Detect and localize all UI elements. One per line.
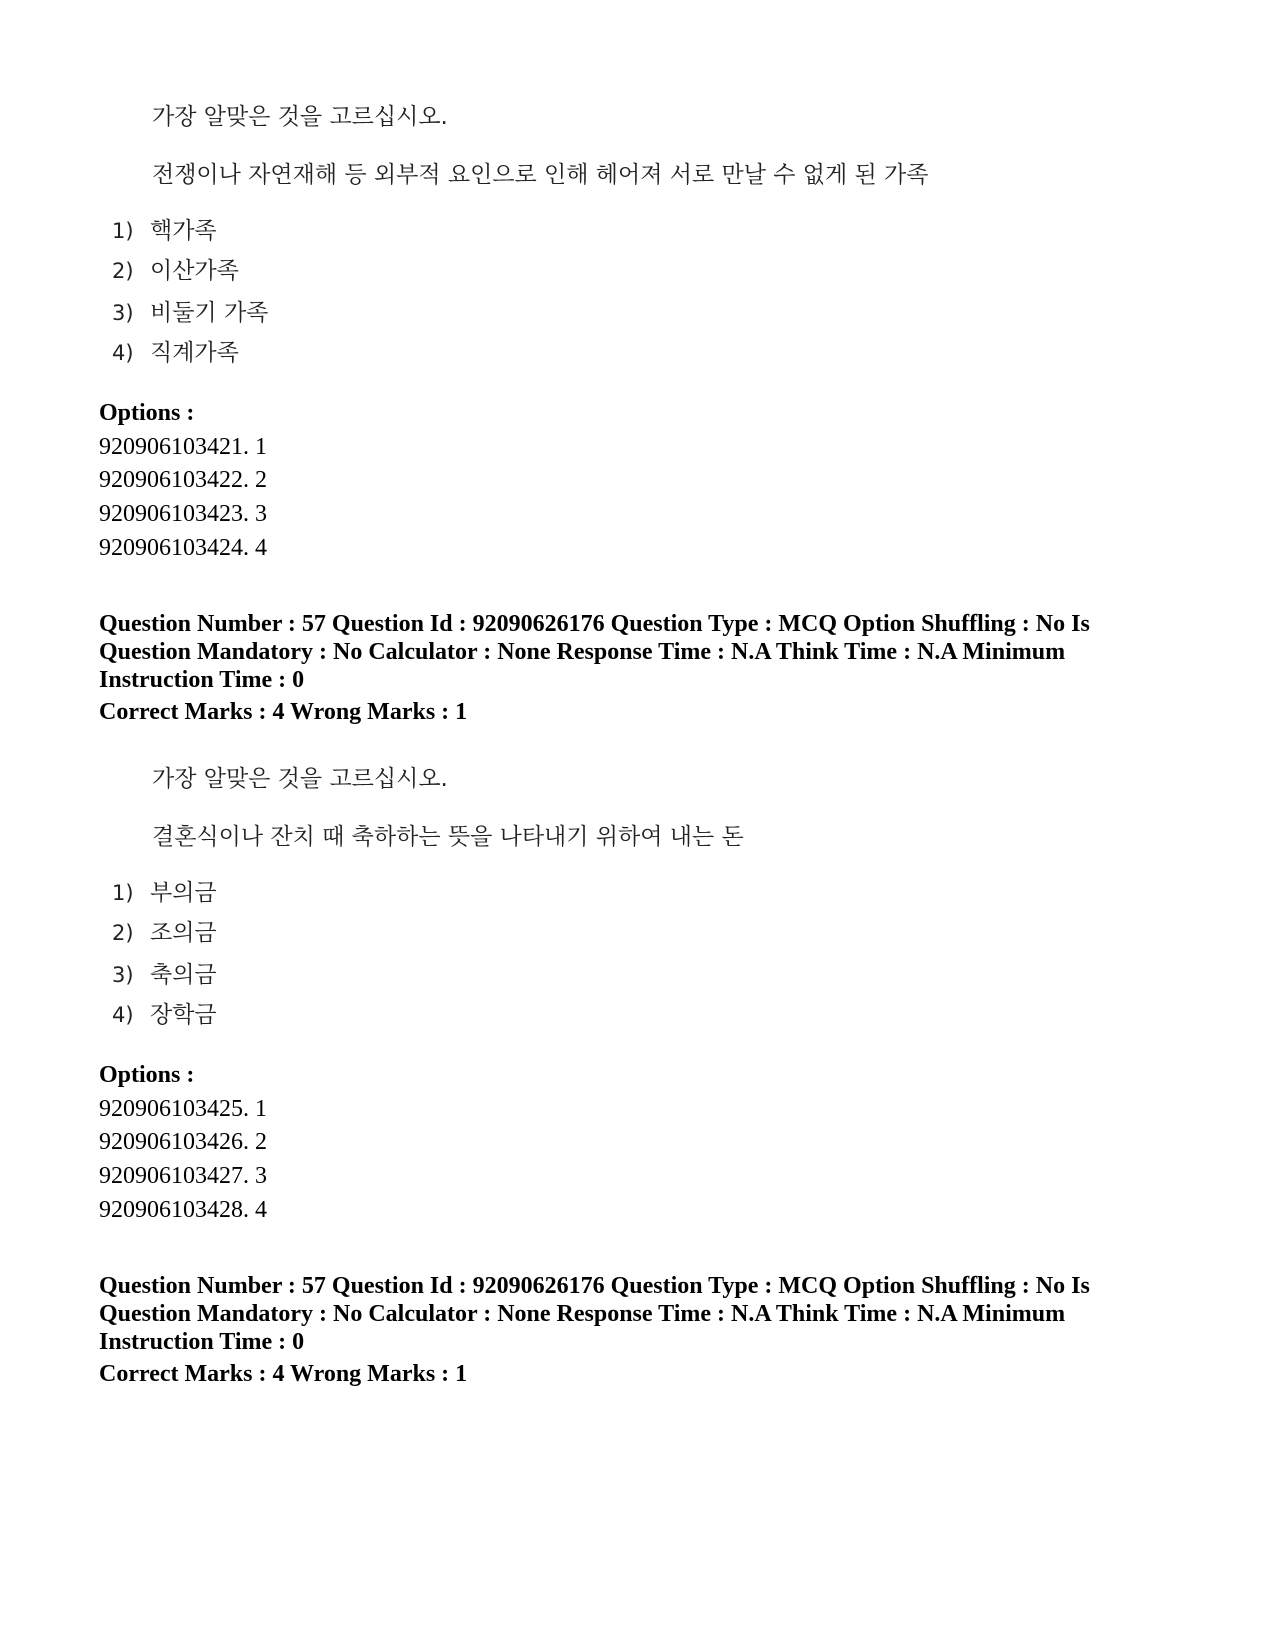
question-prompt: 전쟁이나 자연재해 등 외부적 요인으로 인해 헤어져 서로 만날 수 없게 된 가족 <box>152 162 929 188</box>
question-instruction: 가장 알맞은 것을 고르십시오. <box>152 766 448 792</box>
answer-choice <box>112 918 217 948</box>
options-heading: Options : <box>99 400 195 426</box>
answer-choice <box>112 878 217 908</box>
choice-number: 4) <box>112 341 134 365</box>
options-heading: Options : <box>99 1062 195 1088</box>
option-id: 920906103422. 2 <box>99 467 267 493</box>
answer-choice <box>112 256 239 286</box>
choice-number: 2) <box>112 259 134 283</box>
choice-text: 축의금 <box>150 962 217 988</box>
option-id: 920906103426. 2 <box>99 1129 267 1155</box>
option-id: 920906103424. 4 <box>99 535 267 561</box>
answer-choice <box>112 298 268 328</box>
question-marks: Correct Marks : 4 Wrong Marks : 1 <box>99 699 468 725</box>
choice-text: 조의금 <box>150 920 217 946</box>
choice-number: 1) <box>112 881 134 905</box>
choice-text: 장학금 <box>150 1002 217 1028</box>
question-metadata: Question Number : 57 Question Id : 92090626176 Question Type : MCQ Option Shuffling : No Is Question Mandatory : No Calculator : None Response Time : N.A Think Time : N.A Minimum Instruction Time : 0 <box>99 1273 1090 1355</box>
choice-text: 이산가족 <box>150 258 239 284</box>
option-id: 920906103428. 4 <box>99 1197 267 1223</box>
option-id: 920906103421. 1 <box>99 434 267 460</box>
answer-choice <box>112 1000 217 1030</box>
option-id: 920906103423. 3 <box>99 501 267 527</box>
answer-choice <box>112 960 217 990</box>
choice-text: 비둘기 가족 <box>150 300 269 326</box>
choice-text: 핵가족 <box>150 218 217 244</box>
choice-text: 직계가족 <box>150 340 239 366</box>
choice-number: 2) <box>112 921 134 945</box>
option-id: 920906103425. 1 <box>99 1096 267 1122</box>
answer-choice <box>112 338 239 368</box>
choice-text: 부의금 <box>150 880 217 906</box>
question-marks: Correct Marks : 4 Wrong Marks : 1 <box>99 1361 468 1387</box>
question-metadata: Question Number : 57 Question Id : 92090626176 Question Type : MCQ Option Shuffling : No Is Question Mandatory : No Calculator : None Response Time : N.A Think Time : N.A Minimum Instruction Time : 0 <box>99 611 1090 693</box>
answer-choice <box>112 216 217 246</box>
choice-number: 4) <box>112 1003 134 1027</box>
option-id: 920906103427. 3 <box>99 1163 267 1189</box>
choice-number: 1) <box>112 219 134 243</box>
choice-number: 3) <box>112 963 134 987</box>
question-prompt: 결혼식이나 잔치 때 축하하는 뜻을 나타내기 위하여 내는 돈 <box>152 824 744 850</box>
question-instruction: 가장 알맞은 것을 고르십시오. <box>152 104 448 130</box>
choice-number: 3) <box>112 301 134 325</box>
